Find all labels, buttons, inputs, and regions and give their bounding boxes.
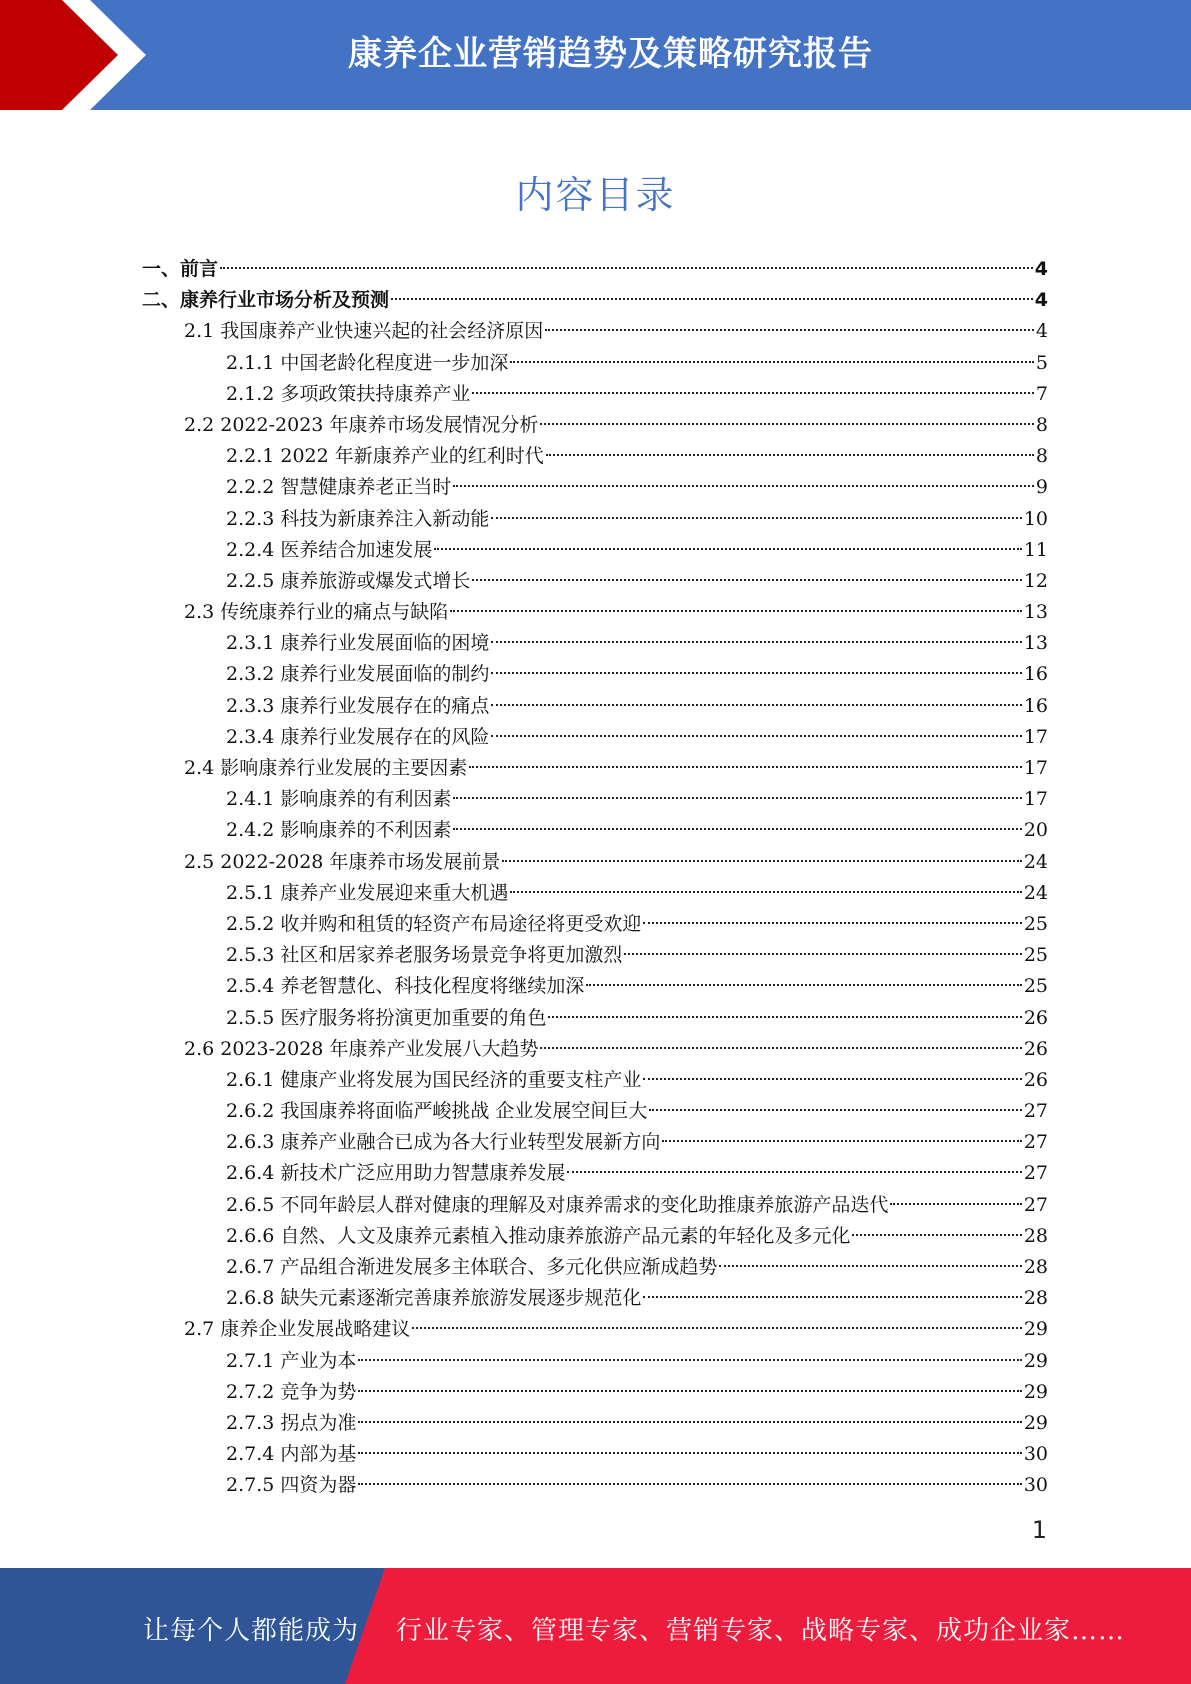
toc-entry[interactable]: [142, 1470, 1048, 1501]
toc-entry[interactable]: [142, 940, 1048, 971]
toc-entry[interactable]: [142, 1127, 1048, 1158]
toc-dot-leader: [358, 1483, 1021, 1485]
toc-entry[interactable]: [142, 566, 1048, 597]
toc-entry-label: 2.7.4 内部为基: [226, 1443, 357, 1466]
toc-entry[interactable]: [142, 971, 1048, 1002]
toc-dot-leader: [391, 298, 1033, 300]
toc-entry[interactable]: [142, 722, 1048, 753]
footer-slogan-left: 让每个人都能成为: [143, 1616, 360, 1646]
toc-entry[interactable]: [142, 628, 1048, 659]
toc-entry-page: 26: [1023, 1037, 1048, 1060]
toc-entry-page: 24: [1023, 881, 1048, 904]
toc-dot-leader: [491, 641, 1021, 643]
toc-dot-leader: [624, 953, 1021, 955]
toc-dot-leader: [510, 891, 1021, 893]
toc-entry-page: 28: [1023, 1287, 1048, 1310]
toc-dot-leader: [643, 922, 1021, 924]
toc-dot-leader: [662, 1140, 1021, 1142]
toc-entry-page: 29: [1023, 1318, 1048, 1341]
toc-entry-label: 2.4.1 影响康养的有利因素: [226, 788, 452, 811]
toc-entry-label: 2.6.8 缺失元素逐渐完善康养旅游发展逐步规范化: [226, 1287, 642, 1310]
toc-entry-page: 27: [1023, 1100, 1048, 1123]
toc-entry-page: 20: [1023, 819, 1048, 842]
toc-entry[interactable]: [142, 1158, 1048, 1189]
toc-entry[interactable]: [142, 504, 1048, 535]
toc-entry[interactable]: [142, 815, 1048, 846]
report-title: 康养企业营销趋势及策略研究报告: [348, 34, 873, 74]
toc-dot-leader: [491, 735, 1021, 737]
toc-entry[interactable]: [142, 878, 1048, 909]
toc-entry-label: 2.7.3 拐点为准: [226, 1411, 357, 1434]
toc-entry[interactable]: [142, 1252, 1048, 1283]
toc-entry-label: 2.5.3 社区和居家养老服务场景竞争将更加激烈: [226, 944, 623, 967]
toc-entry-label: 2.6.1 健康产业将发展为国民经济的重要支柱产业: [226, 1068, 642, 1091]
toc-dot-leader: [491, 704, 1021, 706]
toc-entry[interactable]: [142, 1034, 1048, 1065]
toc-entry-page: 26: [1023, 1068, 1048, 1091]
toc-entry-page: 25: [1023, 944, 1048, 967]
toc-dot-leader: [491, 672, 1021, 674]
toc-dot-leader: [649, 1109, 1021, 1111]
toc-entry-page: 8: [1035, 445, 1048, 468]
toc-dot-leader: [358, 1390, 1021, 1392]
toc-dot-leader: [453, 797, 1021, 799]
toc-entry-label: 一、前言: [142, 258, 219, 280]
toc-entry-page: 17: [1023, 757, 1048, 779]
toc-entry[interactable]: [142, 1314, 1048, 1345]
toc-dot-leader: [510, 361, 1034, 363]
toc-entry-label: 2.6.2 我国康养将面临严峻挑战 企业发展空间巨大: [226, 1100, 648, 1123]
toc-entry-label: 2.6 2023-2028 年康养产业发展八大趋势: [184, 1037, 539, 1060]
toc-dot-leader: [545, 329, 1034, 331]
toc-entry[interactable]: [142, 847, 1048, 878]
toc-entry[interactable]: [142, 254, 1048, 285]
toc-entry-label: 2.2.5 康养旅游或爆发式增长: [226, 569, 471, 592]
page-number: 1: [1031, 1516, 1047, 1544]
toc-dot-leader: [412, 1327, 1022, 1329]
page-header: [0, 0, 1191, 110]
toc-dot-leader: [502, 860, 1021, 862]
toc-entry-page: 29: [1023, 1349, 1048, 1372]
toc-entry[interactable]: [142, 784, 1048, 815]
toc-entry-label: 2.6.3 康养产业融合已成为各大行业转型发展新方向: [226, 1131, 661, 1154]
toc-dot-leader: [890, 1203, 1021, 1205]
page-footer: [0, 1568, 1191, 1684]
toc-entry-page: 8: [1035, 413, 1048, 436]
toc-entry-label: 2.5.4 养老智慧化、科技化程度将继续加深: [226, 975, 585, 998]
toc-entry-label: 2.3.1 康养行业发展面临的困境: [226, 632, 490, 655]
toc-entry-label: 2.1.2 多项政策扶持康养产业: [226, 382, 471, 405]
toc-entry-label: 2.6.5 不同年龄层人群对健康的理解及对康养需求的变化助推康养旅游产品迭代: [226, 1193, 889, 1216]
toc-dot-leader: [453, 828, 1021, 830]
toc-entry[interactable]: [142, 1283, 1048, 1314]
toc-entry-page: 4: [1035, 320, 1048, 343]
toc-entry-label: 2.3.2 康养行业发展面临的制约: [226, 663, 490, 686]
toc-dot-leader: [567, 1171, 1021, 1173]
toc-entry[interactable]: [142, 1065, 1048, 1096]
toc-entry-label: 2.2.4 医养结合加速发展: [226, 538, 433, 561]
toc-dot-leader: [491, 517, 1021, 519]
toc-entry-label: 2.7.5 四资为器: [226, 1474, 357, 1497]
toc-dot-leader: [643, 1078, 1021, 1080]
toc-entry-label: 2.7.1 产业为本: [226, 1349, 357, 1372]
toc-entry-label: 2.2.2 智慧健康养老正当时: [226, 476, 452, 499]
toc-dot-leader: [453, 485, 1034, 487]
toc-entry-label: 2.6.4 新技术广泛应用助力智慧康养发展: [226, 1162, 566, 1185]
toc-dot-leader: [450, 610, 1022, 612]
toc-entry-label: 二、康养行业市场分析及预测: [142, 289, 390, 312]
toc-entry[interactable]: [142, 909, 1048, 940]
toc-entry-page: 27: [1023, 1162, 1048, 1185]
toc-dot-leader: [643, 1296, 1021, 1298]
toc-entry[interactable]: [142, 472, 1048, 503]
toc-entry[interactable]: [142, 441, 1048, 472]
toc-entry-page: 28: [1023, 1256, 1048, 1278]
toc-entry[interactable]: [142, 597, 1048, 628]
toc-entry-page: 13: [1023, 632, 1048, 655]
toc-entry[interactable]: [142, 1003, 1048, 1034]
toc-dot-leader: [220, 267, 1033, 269]
toc-entry[interactable]: [142, 659, 1048, 690]
toc-entry-page: 27: [1023, 1193, 1048, 1216]
toc-entry-label: 2.3.4 康养行业发展存在的风险: [226, 725, 490, 748]
toc-entry-label: 2.3 传统康养行业的痛点与缺陷: [184, 601, 449, 624]
toc-entry-page: 27: [1023, 1131, 1048, 1154]
footer-slogan-right: 行业专家、管理专家、营销专家、战略专家、成功企业家……: [396, 1616, 1126, 1646]
toc-entry[interactable]: [142, 753, 1048, 784]
toc-entry-label: 2.5.5 医疗服务将扮演更加重要的角色: [226, 1006, 547, 1029]
toc-entry-page: 26: [1023, 1006, 1048, 1029]
toc-entry-page: 17: [1023, 788, 1048, 811]
toc-dot-leader: [358, 1452, 1021, 1454]
toc-entry-page: 16: [1023, 663, 1048, 686]
toc-entry-label: 2.7 康养企业发展战略建议: [184, 1318, 411, 1341]
toc-dot-leader: [469, 766, 1022, 768]
toc-entry[interactable]: [142, 285, 1048, 316]
toc-entry-page: 7: [1035, 382, 1048, 405]
toc-entry-label: 2.6.6 自然、人文及康养元素植入推动康养旅游产品元素的年轻化及多元化: [226, 1224, 851, 1247]
toc-entry-label: 2.3.3 康养行业发展存在的痛点: [226, 694, 490, 717]
toc-entry-page: 10: [1023, 507, 1048, 530]
toc-entry-page: 29: [1023, 1380, 1048, 1403]
toc-entry-page: 4: [1034, 289, 1048, 312]
toc-dot-leader: [472, 392, 1034, 394]
toc-dot-leader: [540, 423, 1033, 425]
toc-entry-page: 25: [1023, 912, 1048, 935]
toc-entry-page: 24: [1023, 850, 1048, 873]
toc-entry[interactable]: [142, 1221, 1048, 1252]
toc-entry[interactable]: [142, 1408, 1048, 1439]
toc-dot-leader: [586, 984, 1021, 986]
toc-heading: 内容目录: [515, 173, 676, 217]
toc-entry-page: 25: [1023, 975, 1048, 998]
toc-entry-page: 30: [1023, 1443, 1048, 1466]
toc-dot-leader: [358, 1359, 1021, 1361]
toc-entry-label: 2.5.1 康养产业发展迎来重大机遇: [226, 881, 509, 904]
toc-entry[interactable]: [142, 1377, 1048, 1408]
toc-dot-leader: [358, 1421, 1021, 1423]
toc-entry[interactable]: [142, 1190, 1048, 1221]
toc-dot-leader: [548, 1016, 1021, 1018]
toc-dot-leader: [719, 1265, 1021, 1267]
toc-entry-label: 2.2.3 科技为新康养注入新动能: [226, 507, 490, 530]
toc-entry[interactable]: [142, 348, 1048, 379]
toc-entry[interactable]: [142, 535, 1048, 566]
toc-dot-leader: [546, 454, 1034, 456]
toc-entry-label: 2.2.1 2022 年新康养产业的红利时代: [226, 445, 544, 468]
toc-entry[interactable]: [142, 1439, 1048, 1470]
toc-entry-page: 17: [1023, 725, 1048, 748]
toc-entry-label: 2.4.2 影响康养的不利因素: [226, 819, 452, 842]
table-of-contents: [142, 254, 1048, 1502]
toc-entry-label: 2.1 我国康养产业快速兴起的社会经济原因: [184, 320, 544, 343]
toc-entry-page: 13: [1023, 601, 1048, 624]
toc-entry[interactable]: [142, 1096, 1048, 1127]
toc-entry-label: 2.6.7 产品组合渐进发展多主体联合、多元化供应渐成趋势: [226, 1256, 718, 1278]
toc-dot-leader: [434, 548, 1021, 550]
toc-entry-label: 2.5.2 收并购和租赁的轻资产布局途径将更受欢迎: [226, 912, 642, 935]
toc-entry-label: 2.5 2022-2028 年康养市场发展前景: [184, 850, 501, 873]
toc-entry-page: 30: [1023, 1474, 1048, 1497]
toc-entry[interactable]: [142, 1346, 1048, 1377]
toc-entry-page: 28: [1023, 1224, 1048, 1247]
toc-dot-leader: [472, 579, 1021, 581]
toc-entry-label: 2.7.2 竞争为势: [226, 1380, 357, 1403]
toc-entry[interactable]: [142, 691, 1048, 722]
toc-entry-label: 2.2 2022-2023 年康养市场发展情况分析: [184, 413, 539, 436]
toc-dot-leader: [540, 1047, 1021, 1049]
toc-entry-page: 29: [1023, 1411, 1048, 1434]
toc-entry[interactable]: [142, 410, 1048, 441]
toc-entry-page: 11: [1023, 538, 1048, 561]
toc-entry-page: 9: [1035, 476, 1048, 499]
toc-entry-page: 5: [1035, 351, 1048, 374]
toc-dot-leader: [852, 1234, 1021, 1236]
toc-entry-label: 2.1.1 中国老龄化程度进一步加深: [226, 351, 509, 374]
toc-entry[interactable]: [142, 316, 1048, 347]
toc-entry-page: 4: [1034, 258, 1048, 280]
toc-entry[interactable]: [142, 379, 1048, 410]
toc-entry-page: 12: [1023, 569, 1048, 592]
toc-entry-label: 2.4 影响康养行业发展的主要因素: [184, 757, 468, 779]
toc-entry-page: 16: [1023, 694, 1048, 717]
